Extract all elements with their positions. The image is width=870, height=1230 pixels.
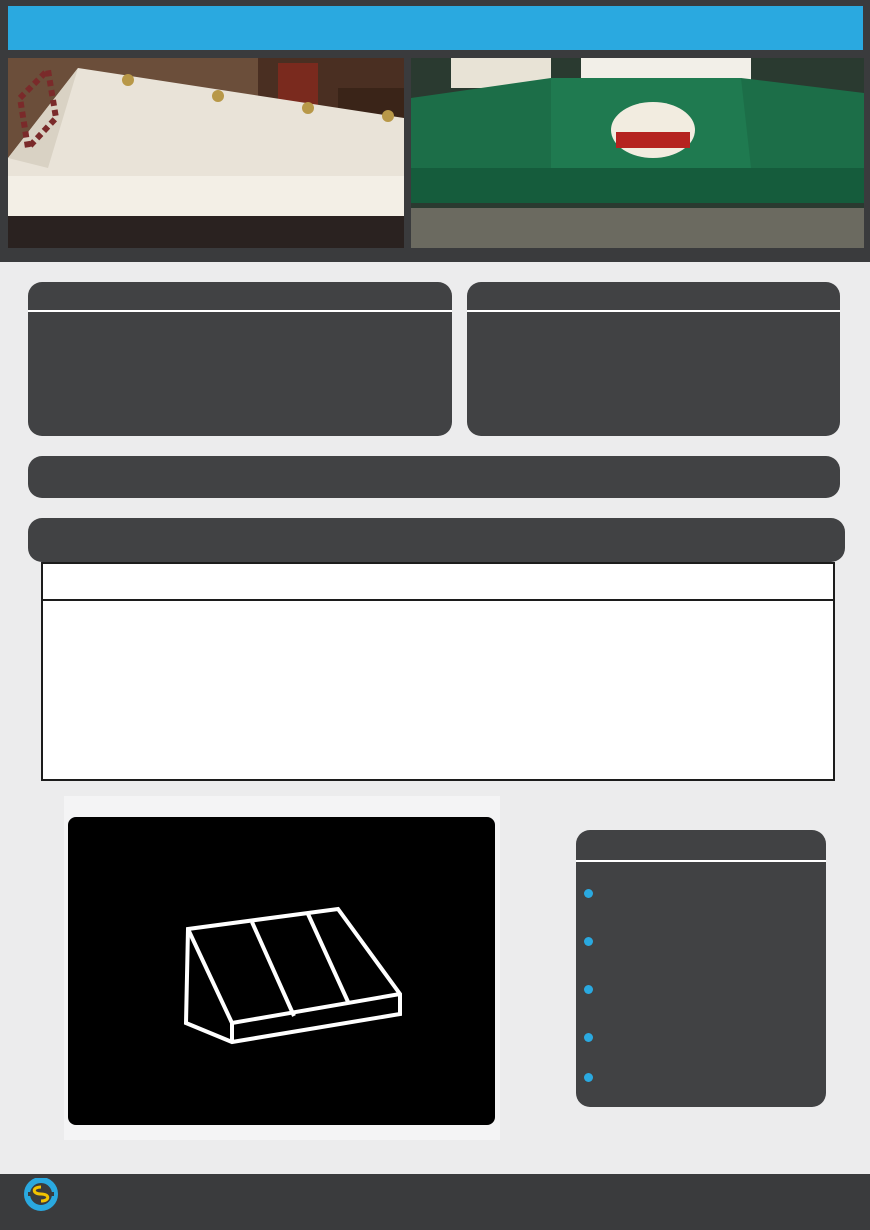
description-heading	[28, 282, 452, 312]
printing-heading	[467, 282, 840, 312]
printing-box	[467, 282, 840, 436]
features-heading	[576, 830, 826, 862]
backbox-banner	[28, 456, 840, 498]
logo-icon	[24, 1178, 60, 1212]
canopy-diagram	[68, 817, 495, 1125]
shadesgroup-logo	[8, 1178, 78, 1228]
bullet-icon	[584, 889, 593, 898]
description-box	[28, 282, 452, 436]
measurements-heading	[28, 518, 845, 562]
table-header-row	[43, 564, 833, 601]
footer	[0, 1174, 870, 1230]
printing-list	[467, 312, 840, 318]
price-table	[41, 562, 835, 781]
features-box	[576, 830, 826, 1107]
photo-shop-canopy	[8, 58, 404, 248]
title-bar	[8, 6, 863, 50]
bullet-icon	[584, 937, 593, 946]
description-text	[28, 312, 452, 320]
bullet-icon	[584, 985, 593, 994]
photo-deli-canopy	[411, 58, 864, 248]
canopy-outline-icon	[186, 909, 400, 1042]
bullet-icon	[584, 1033, 593, 1042]
bullet-icon	[584, 1073, 593, 1082]
